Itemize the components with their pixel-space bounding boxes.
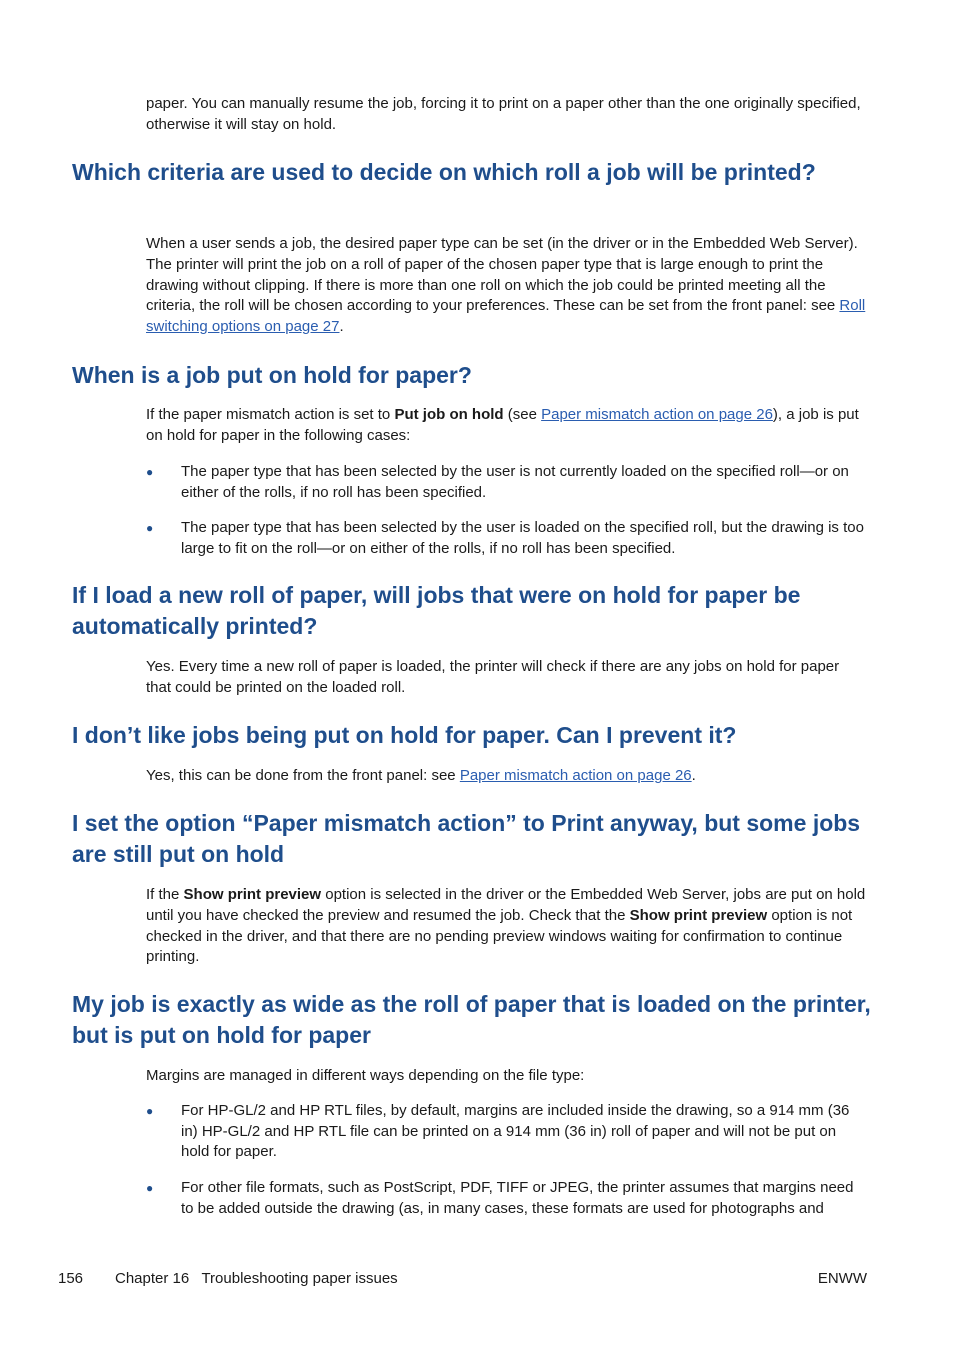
list-item-text: For HP-GL/2 and HP RTL files, by default, margins are included inside the drawing, so a 914 mm (36 in) HP-GL/2 and HP RTL file can be printed on a 914 mm (36 in) roll of paper and will not be put on hold for paper. (181, 1102, 850, 1161)
when-hold-text-mid: (see (503, 406, 542, 423)
criteria-paragraph (146, 234, 868, 338)
bullet-icon: ● (146, 465, 154, 479)
when-hold-paragraph (146, 405, 868, 447)
print-anyway-text-3: option is not checked in the driver, and that there are no pending preview windows waiting for confirmation to continue printing. (146, 906, 853, 966)
when-hold-text: If the paper mismatch action is set to (146, 406, 395, 423)
heading-roll-criteria: Which criteria are used to decide on which roll a job will be printed? (72, 159, 816, 185)
heading-when-on-hold: When is a job put on hold for paper? (72, 362, 472, 388)
put-job-on-hold-term: Put job on hold (394, 406, 504, 423)
prevent-text-end: . (691, 767, 696, 784)
list-item-text: The paper type that has been selected by the user is not currently loaded on the specified roll—or on either of the rolls, if no roll has been specified. (181, 463, 849, 501)
heading-new-roll: If I load a new roll of paper, will jobs that were on hold for paper be automatically printed? (72, 582, 801, 639)
print-anyway-paragraph (146, 885, 868, 968)
paper-mismatch-link-2[interactable]: Paper mismatch action on page 26 (459, 767, 692, 784)
list-item-text: For other file formats, such as PostScript, PDF, TIFF or JPEG, the printer assumes that margins need to be added outside the drawing (as, in many cases, these formats are used for photographs and (181, 1179, 854, 1217)
intro-paragraph: paper. You can manually resume the job, forcing it to print on a paper other than the one originally specified, otherwise it will stay on hold. (146, 95, 861, 133)
list-item-text: The paper type that has been selected by the user is loaded on the specified roll, but the drawing is too large to fit on the roll—or on either of the rolls, if no roll has been specified. (181, 519, 864, 557)
prevent-paragraph (146, 766, 868, 787)
new-roll-paragraph: Yes. Every time a new roll of paper is loaded, the printer will check if there are any jobs on hold for paper that could be printed on the loaded roll. (146, 658, 840, 696)
prevent-text: Yes, this can be done from the front panel: see (146, 767, 460, 784)
chapter-title: Chapter 16 Troubleshooting paper issues (115, 1270, 398, 1287)
margins-intro-paragraph: Margins are managed in different ways depending on the file type: (146, 1067, 585, 1084)
criteria-text-end: . (339, 318, 344, 336)
when-hold-text-end: ), a job is put on hold for paper in the following cases: (146, 406, 859, 444)
criteria-text: When a user sends a job, the desired paper type can be set (in the driver or in the Embedded Web Server). The printer will print the job on a roll of paper of the chosen paper type that is large enough to print the drawing without clipping. If there is more than one roll on which the job could be printed meeting all the criteria, the roll will be chosen according to your preferences. These can be set from the front panel: see (146, 235, 858, 315)
heading-exact-width: My job is exactly as wide as the roll of paper that is loaded on the printer, but is put on hold for paper (72, 991, 871, 1048)
roll-switching-link[interactable]: Roll switching options on page 27 (146, 297, 866, 336)
show-print-preview-term: Show print preview (183, 886, 322, 903)
page-number: 156 (58, 1270, 84, 1287)
print-anyway-text-2: option is selected in the driver or the Embedded Web Server, jobs are put on hold until you have checked the preview and resumed the job. Check that the (146, 886, 866, 924)
paper-mismatch-link[interactable]: Paper mismatch action on page 26 (541, 406, 773, 423)
bullet-icon: ● (146, 521, 154, 535)
bullet-icon: ● (146, 1104, 154, 1118)
show-print-preview-term-2: Show print preview (629, 906, 768, 924)
document-code: ENWW (817, 1270, 867, 1287)
heading-prevent-hold: I don’t like jobs being put on hold for paper. Can I prevent it? (72, 722, 737, 748)
bullet-icon: ● (146, 1181, 154, 1195)
heading-print-anyway: I set the option “Paper mismatch action” to Print anyway, but some jobs are still put on hold (72, 810, 861, 867)
print-anyway-text-1: If the (146, 886, 184, 903)
